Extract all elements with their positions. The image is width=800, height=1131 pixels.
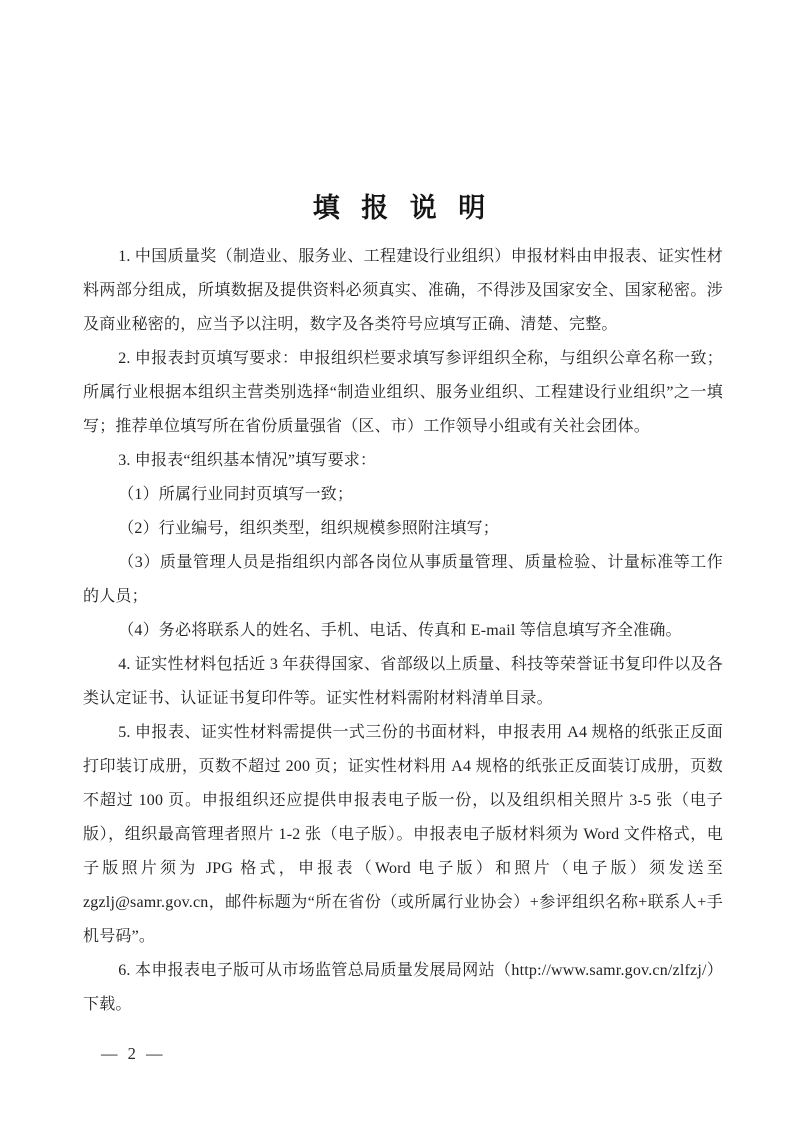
- instruction-item-3: 3. 申报表“组织基本情况”填写要求：: [118, 452, 377, 469]
- page-title: 填 报 说 明: [312, 193, 488, 224]
- instructions-body: [83, 240, 723, 1022]
- instruction-item-4: 4. 证实性材料包括近 3 年获得国家、省部级以上质量、科技等荣誉证书复印件以及各类认定证书、认证证书复印件等。证实性材料需附材料清单目录。: [83, 656, 723, 707]
- instruction-item-5: 5. 申报表、证实性材料需提供一式三份的书面材料，申报表用 A4 规格的纸张正反面打印装订成册，页数不超过 200 页；证实性材料用 A4 规格的纸张正反面装订成册，页数不超过 100 页。申报组织还应提供申报表电子版一份，以及组织相关照片 3-5 张（电子版），组织最高管理者照片 1-2 张（电子版）。申报表电子版材料须为 Word 文件格式，电子版照片须为 JPG 格式，申报表（Word 电子版）和照片（电子版）须发送至 zgzlj@samr.gov.cn，邮件标题为“所在省份（或所属行业协会）+参评组织名称+联系人+手机号码”。: [83, 724, 723, 945]
- instruction-item-3-sub-1: （1）所属行业同封页填写一致；: [118, 486, 354, 503]
- instruction-item-6: 6. 本申报表电子版可从市场监管总局质量发展局网站（http://www.samr.gov.cn/zlfzj/）下载。: [83, 962, 723, 1013]
- instruction-item-3-sub-3: （3）质量管理人员是指组织内部各岗位从事质量管理、质量检验、计量标准等工作的人员；: [83, 554, 723, 605]
- instruction-item-1: 1. 中国质量奖（制造业、服务业、工程建设行业组织）申报材料由申报表、证实性材料两部分组成，所填数据及提供资料必须真实、准确，不得涉及国家安全、国家秘密。涉及商业秘密的，应当予以注明，数字及各类符号应填写正确、清楚、完整。: [83, 248, 723, 333]
- page-number: — 2 —: [101, 1044, 166, 1063]
- instruction-item-3-sub-2: （2）行业编号，组织类型，组织规模参照附注填写；: [118, 520, 499, 537]
- instruction-item-3-sub-4: （4）务必将联系人的姓名、手机、电话、传真和 E-mail 等信息填写齐全准确。: [118, 622, 682, 639]
- instruction-item-2: 2. 申报表封页填写要求：申报组织栏要求填写参评组织全称，与组织公章名称一致；所属行业根据本组织主营类别选择“制造业组织、服务业组织、工程建设行业组织”之一填写；推荐单位填写所在省份质量强省（区、市）工作领导小组或有关社会团体。: [83, 350, 723, 435]
